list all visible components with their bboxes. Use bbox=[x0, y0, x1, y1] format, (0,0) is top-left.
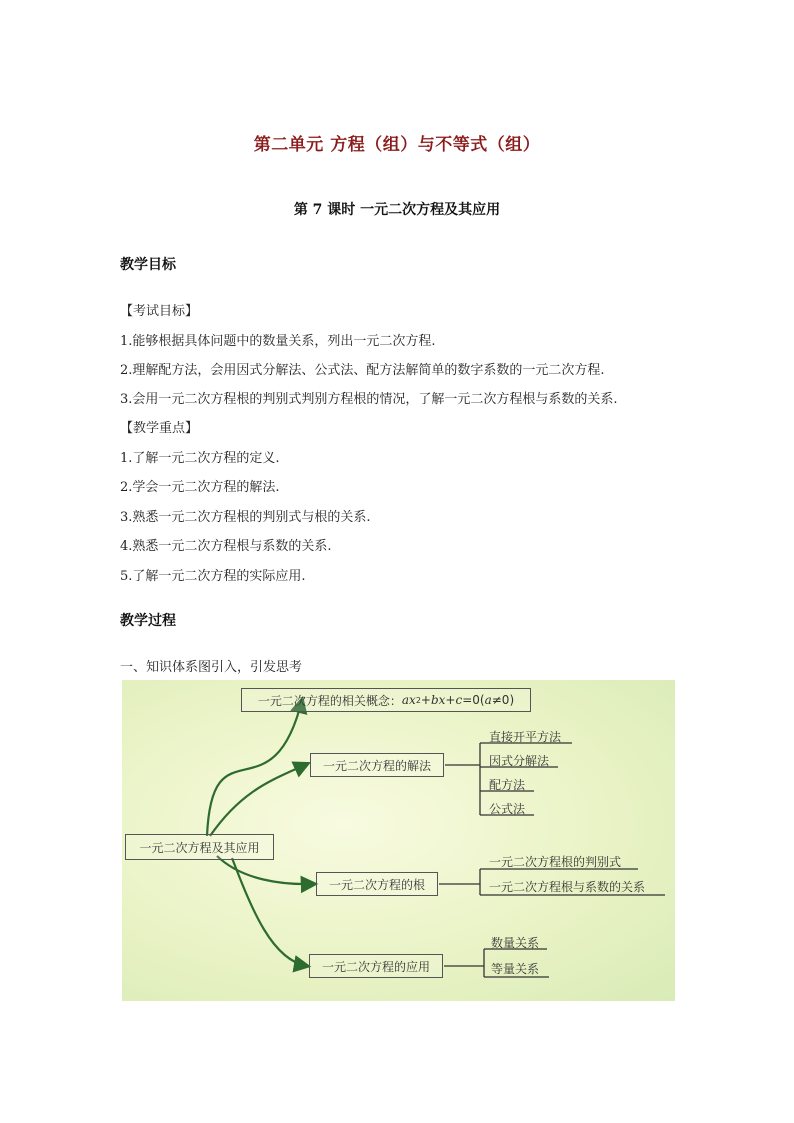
eq-square: 2 bbox=[415, 695, 421, 705]
eq-ne-zero: ≠0) bbox=[491, 693, 515, 707]
concept-label: 一元二次方程的相关概念： bbox=[257, 693, 402, 708]
application-item: 等量关系 bbox=[491, 962, 540, 976]
node-concept bbox=[241, 688, 531, 712]
methods-item: 直接开平方法 bbox=[489, 730, 562, 744]
methods-item: 公式法 bbox=[489, 802, 526, 816]
key-points-heading: 【教学重点】 bbox=[120, 421, 199, 436]
key-point-item: 5.了解一元二次方程的实际应用. bbox=[120, 569, 306, 584]
branch-arrow-methods bbox=[210, 764, 307, 836]
node-roots: 一元二次方程的根 bbox=[316, 872, 438, 896]
exam-goal-item: 2.理解配方法，会用因式分解法、公式法、配方法解简单的数字系数的一元二次方程. bbox=[120, 363, 605, 378]
eq-bx: bx bbox=[430, 693, 446, 707]
objectives-heading: 教学目标 bbox=[120, 257, 176, 273]
eq-a: ax bbox=[401, 693, 416, 707]
roots-item: 一元二次方程根的判别式 bbox=[489, 855, 622, 869]
eq-plus: + bbox=[420, 693, 431, 707]
roots-item: 一元二次方程根与系数的关系 bbox=[489, 880, 646, 894]
eq-c: c bbox=[455, 693, 463, 707]
exam-goals-heading: 【考试目标】 bbox=[120, 304, 199, 319]
eq-plus: + bbox=[445, 693, 456, 707]
methods-item: 配方法 bbox=[489, 778, 526, 792]
unit-title: 第二单元 方程（组）与不等式（组） bbox=[253, 135, 541, 155]
key-point-item: 4.熟悉一元二次方程根与系数的关系. bbox=[120, 539, 332, 554]
process-step-1: 一、知识体系图引入，引发思考 bbox=[120, 660, 303, 675]
knowledge-mindmap bbox=[122, 680, 675, 1001]
node-application: 一元二次方程的应用 bbox=[309, 954, 443, 978]
branch-arrow-roots bbox=[217, 856, 314, 884]
eq-zero: =0( bbox=[462, 693, 485, 707]
branch-arrow-concept bbox=[207, 700, 302, 836]
process-heading: 教学过程 bbox=[120, 613, 176, 629]
methods-item: 因式分解法 bbox=[489, 754, 550, 768]
key-point-item: 1.了解一元二次方程的定义. bbox=[120, 451, 280, 466]
application-item: 数量关系 bbox=[491, 936, 540, 950]
lesson-title: 第 7 课时 一元二次方程及其应用 bbox=[293, 202, 501, 218]
node-center: 一元二次方程及其应用 bbox=[125, 834, 274, 860]
key-point-item: 2.学会一元二次方程的解法. bbox=[120, 480, 280, 495]
node-methods: 一元二次方程的解法 bbox=[310, 753, 444, 777]
eq-a-cond: a bbox=[484, 693, 492, 707]
key-point-item: 3.熟悉一元二次方程根的判别式与根的关系. bbox=[120, 510, 371, 525]
exam-goal-item: 1.能够根据具体问题中的数量关系，列出一元二次方程. bbox=[120, 334, 436, 349]
exam-goal-item: 3.会用一元二次方程根的判别式判别方程根的情况，了解一元二次方程根与系数的关系. bbox=[120, 392, 618, 407]
